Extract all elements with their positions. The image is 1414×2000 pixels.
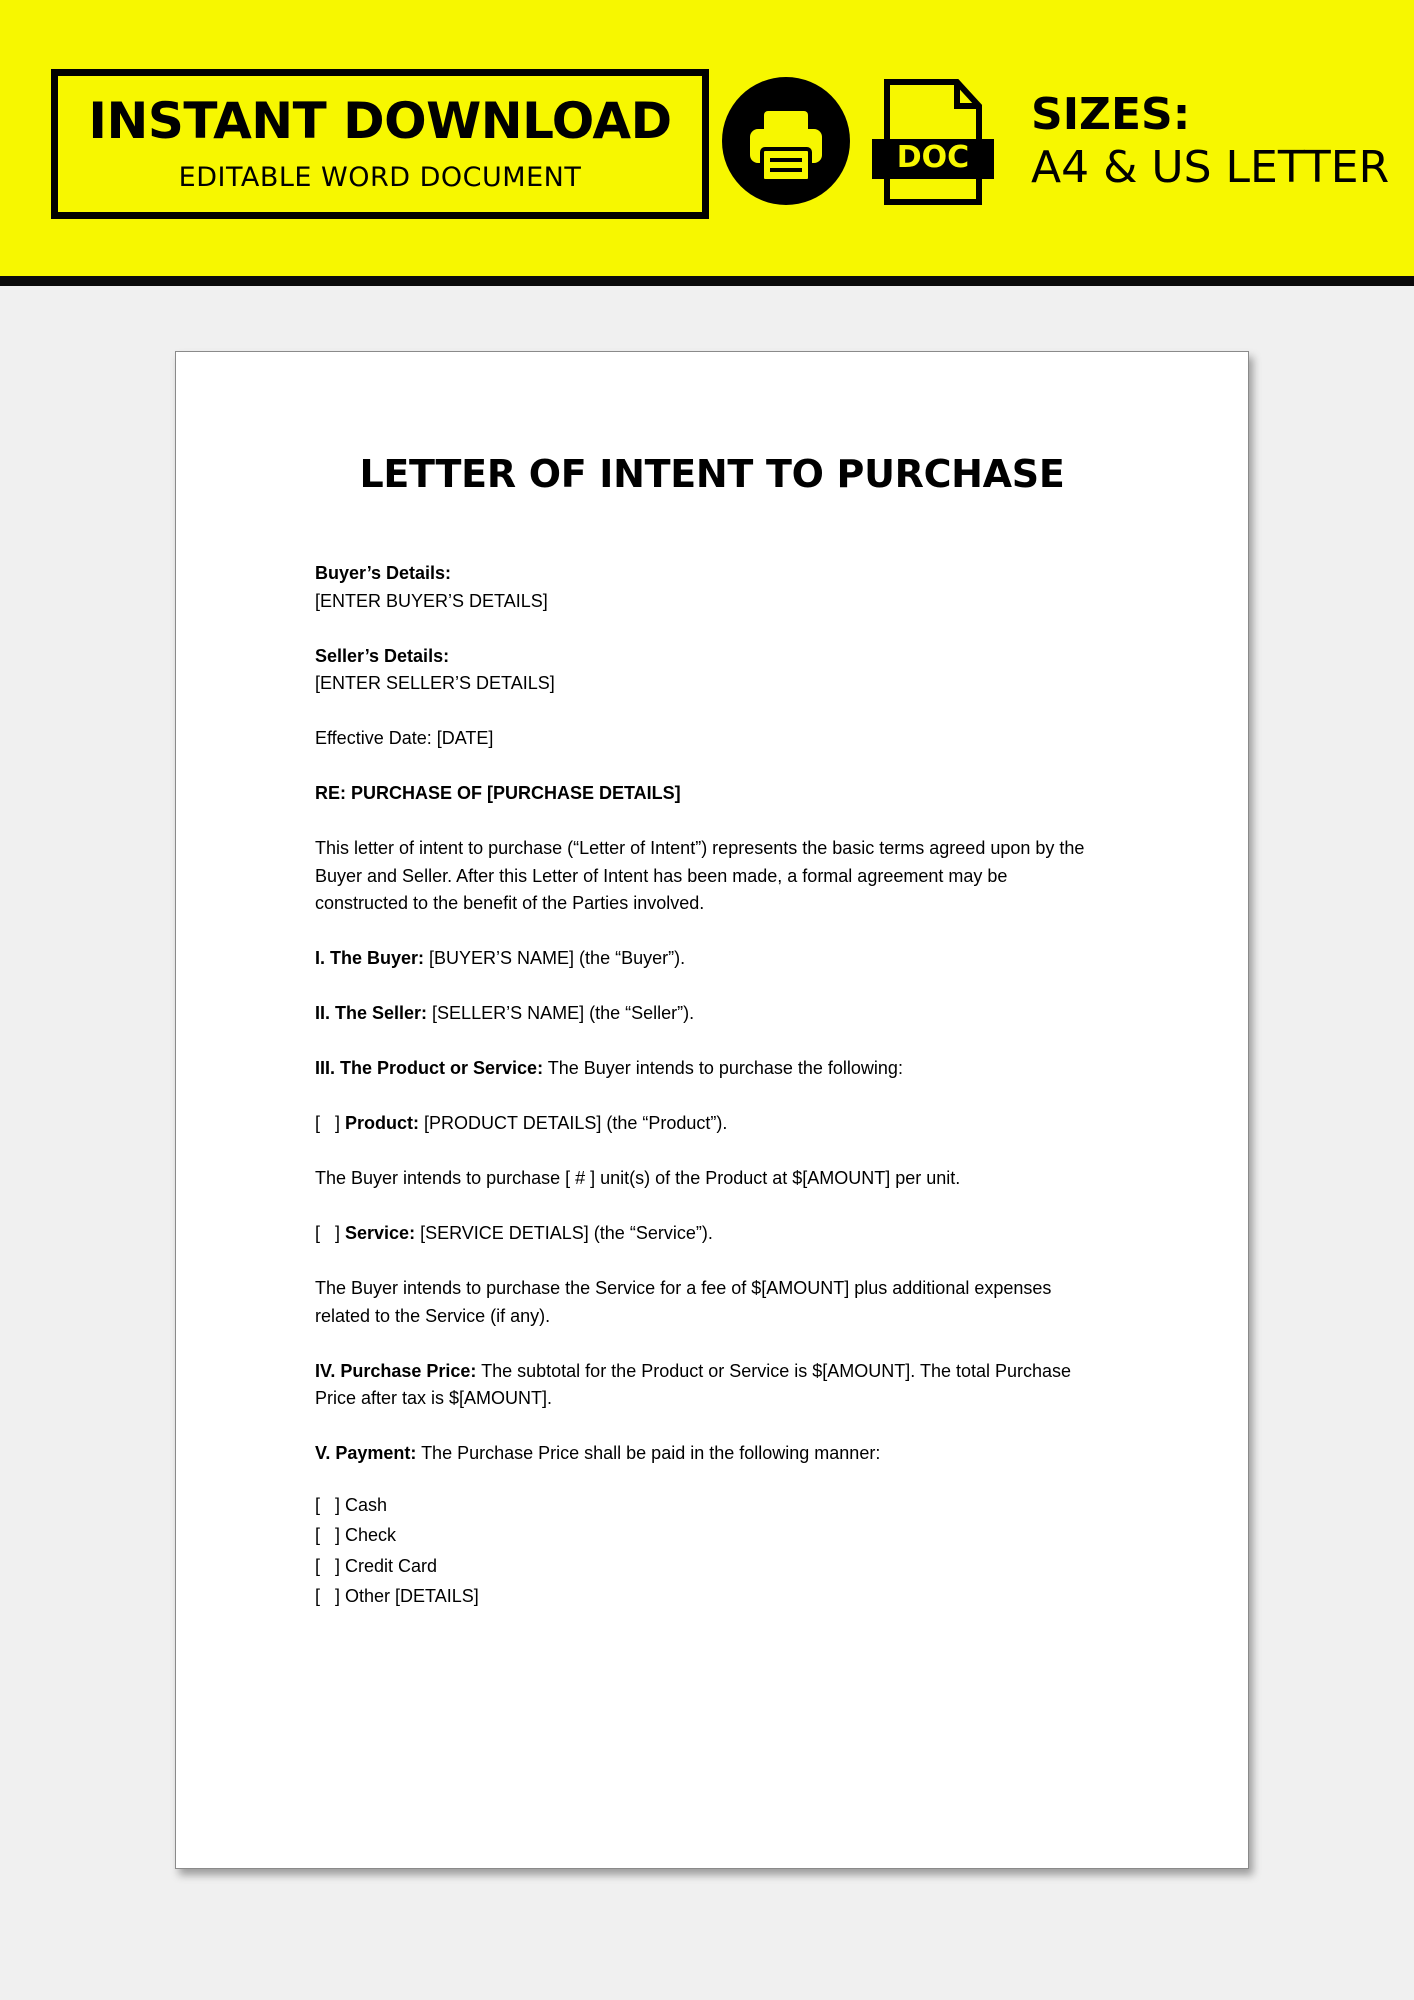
service-label: Service: xyxy=(345,1223,416,1243)
re-line xyxy=(315,780,1105,808)
section-payment-text: The Purchase Price shall be paid in the following manner: xyxy=(416,1443,881,1463)
payment-option-cash: [ ] Cash xyxy=(315,1494,388,1515)
section-buyer-text: [BUYER’S NAME] (the “Buyer”). xyxy=(424,948,686,968)
section-buyer xyxy=(315,945,1105,973)
payment-option-credit-card: [ ] Credit Card xyxy=(315,1555,438,1576)
effective-date: Effective Date: [DATE] xyxy=(315,728,494,748)
service-checkbox: [ ] xyxy=(315,1223,346,1243)
service-text: [SERVICE DETIALS] (the “Service”). xyxy=(415,1223,713,1243)
intro-paragraph: This letter of intent to purchase (“Letter of Intent”) represents the basic terms agreed upon by the Buyer and Seller. After this Letter of Intent has been made, a formal agreement may be constructed to the benefit of the Parties involved. xyxy=(315,838,1085,913)
product-option xyxy=(315,1110,1105,1138)
section-buyer-label: I. The Buyer: xyxy=(315,948,425,968)
section-seller-text: [SELLER’S NAME] (the “Seller”). xyxy=(427,1003,695,1023)
document-title: LETTER OF INTENT TO PURCHASE xyxy=(359,452,1065,496)
instant-download-box xyxy=(51,69,709,219)
section-payment-label: V. Payment: xyxy=(315,1443,417,1463)
section-seller xyxy=(315,1000,1105,1028)
banner-divider xyxy=(0,276,1414,286)
product-label: Product: xyxy=(345,1113,420,1133)
banner-headline: INSTANT DOWNLOAD xyxy=(88,92,672,150)
printer-icon xyxy=(722,77,850,205)
seller-details-label: Seller’s Details: xyxy=(315,645,450,666)
product-checkbox: [ ] xyxy=(315,1113,346,1133)
section-seller-label: II. The Seller: xyxy=(315,1003,428,1023)
seller-details-value: [ENTER SELLER’S DETAILS] xyxy=(315,673,555,693)
payment-option-other: [ ] Other [DETAILS] xyxy=(315,1586,479,1606)
service-option xyxy=(315,1220,1105,1248)
payment-option-check: [ ] Check xyxy=(315,1525,397,1545)
product-text: [PRODUCT DETAILS] (the “Product”). xyxy=(419,1113,728,1133)
section-purchase-price-text: The subtotal for the Product or Service is $[AMOUNT]. The total Purchase Price after tax is $[AMOUNT]. xyxy=(315,1360,1072,1408)
section-product-service-text: The Buyer intends to purchase the following: xyxy=(543,1058,903,1078)
product-terms: The Buyer intends to purchase [ # ] unit(s) of the Product at $[AMOUNT] per unit. xyxy=(315,1168,961,1188)
section-purchase-price xyxy=(315,1358,1105,1413)
promo-banner xyxy=(0,0,1414,276)
payment-options-list xyxy=(315,1490,1105,1612)
section-product-service xyxy=(315,1055,1105,1083)
buyer-details-value: [ENTER BUYER’S DETAILS] xyxy=(315,590,548,611)
doc-badge-label: DOC xyxy=(896,140,970,175)
document-body xyxy=(315,560,1105,1612)
seller-details xyxy=(315,643,1105,698)
re-line-text: RE: PURCHASE OF [PURCHASE DETAILS] xyxy=(315,783,681,803)
section-purchase-price-label: IV. Purchase Price: xyxy=(315,1360,477,1381)
buyer-details-label: Buyer’s Details: xyxy=(315,563,452,583)
buyer-details xyxy=(315,560,1105,615)
service-terms: The Buyer intends to purchase the Service for a fee of $[AMOUNT] plus additional expenses related to the Service (if any). xyxy=(315,1278,1052,1326)
section-product-service-label: III. The Product or Service: xyxy=(315,1058,544,1078)
sizes-label: SIZES: xyxy=(1031,89,1191,140)
sizes-value: A4 & US LETTER xyxy=(1031,142,1390,193)
section-payment xyxy=(315,1440,1105,1468)
document-page xyxy=(175,351,1249,1869)
banner-subheadline: EDITABLE WORD DOCUMENT xyxy=(178,162,582,193)
